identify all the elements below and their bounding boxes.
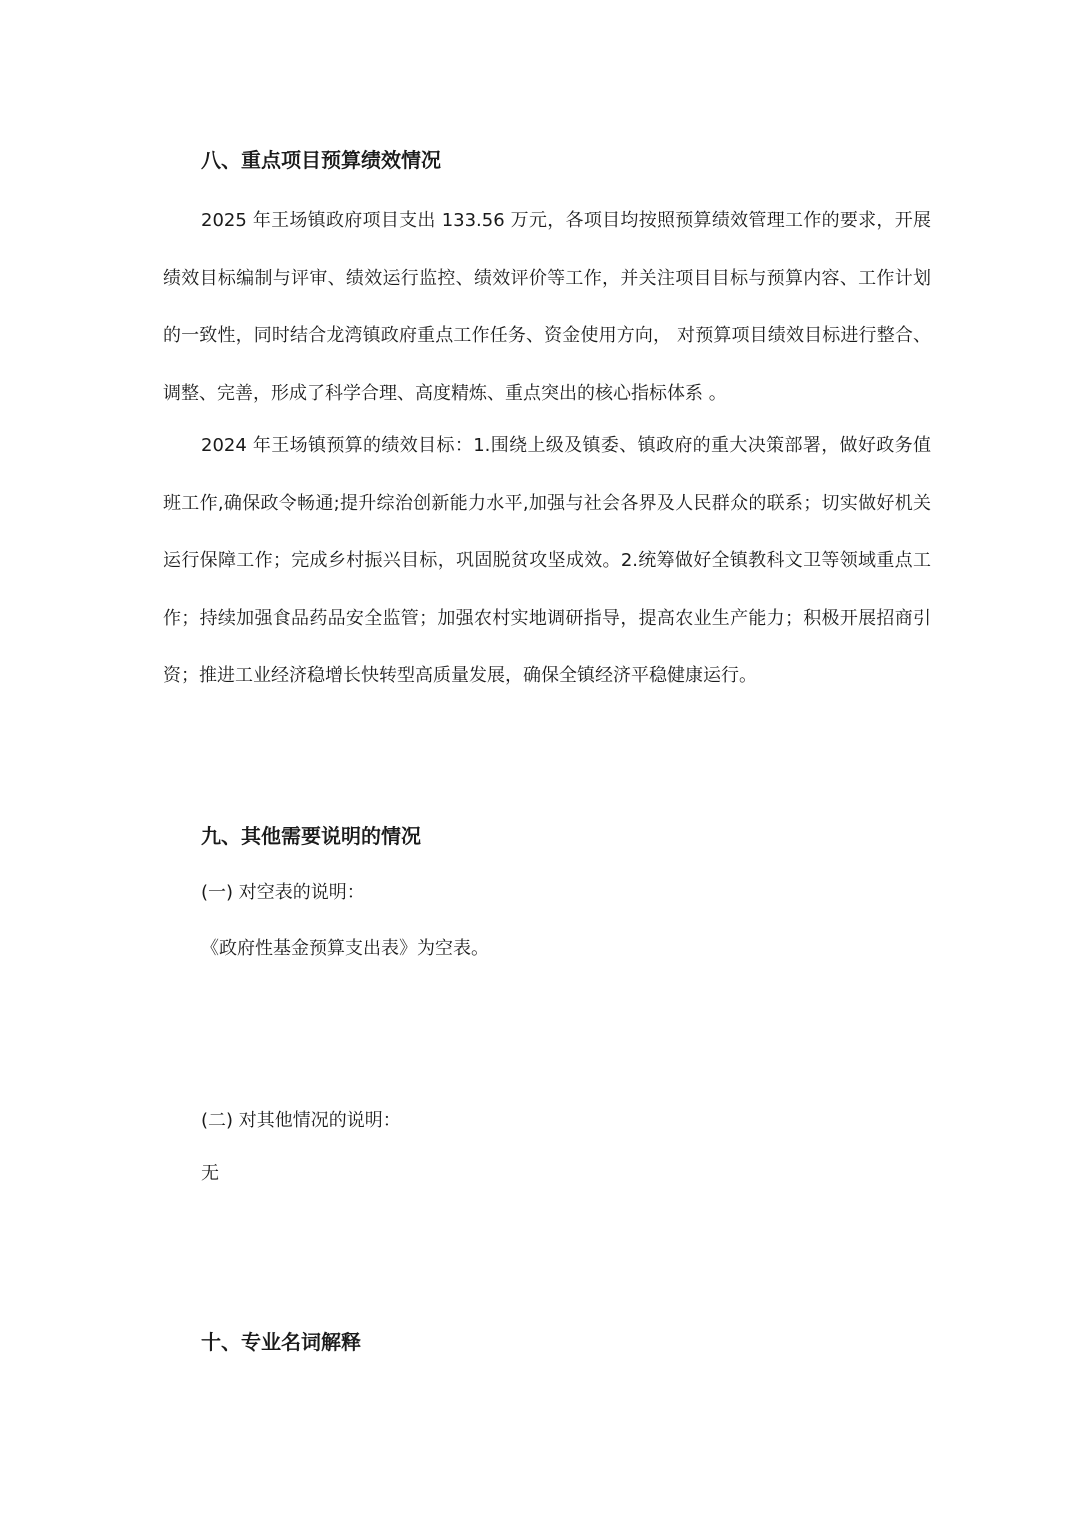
subsection-1-label: (一) 对空表的说明： — [201, 882, 365, 903]
section-8-paragraph-2: 2024 年王场镇预算的绩效目标：1.围绕上级及镇委、镇政府的重大决策部署，做好政务值班工作,确保政令畅通;提升综治创新能力水平,加强与社会各界及人民群众的联系；切实做好机关运行保障工作；完成乡村振兴目标，巩固脱贫攻坚成效。2.统筹做好全镇教科文卫等领域重点工作；持续加强食品药品安全监管；加强农村实地调研指导，提高农业生产能力；积极开展招商引资；推进工业经济稳增长快转型高质量发展，确保全镇经济平稳健康运行。 — [163, 435, 931, 686]
section-10-heading: 十、专业名词解释 — [201, 1330, 361, 1354]
section-8-paragraph-1: 2025 年王场镇政府项目支出 133.56 万元，各项目均按照预算绩效管理工作的要求，开展绩效目标编制与评审、绩效运行监控、绩效评价等工作，并关注项目目标与预算内容、工作计划的一致性，同时结合龙湾镇政府重点工作任务、资金使用方向， 对预算项目绩效目标进行整合、调整、完善，形成了科学合理、高度精炼、重点突出的核心指标体系 。 — [163, 210, 931, 404]
section-9-heading: 九、其他需要说明的情况 — [201, 824, 421, 848]
subsection-2-text: 无 — [201, 1163, 219, 1184]
subsection-1-text: 《政府性基金预算支出表》为空表。 — [201, 938, 489, 959]
section-8-heading: 八、重点项目预算绩效情况 — [201, 148, 441, 172]
subsection-2-label: (二) 对其他情况的说明： — [201, 1110, 401, 1131]
